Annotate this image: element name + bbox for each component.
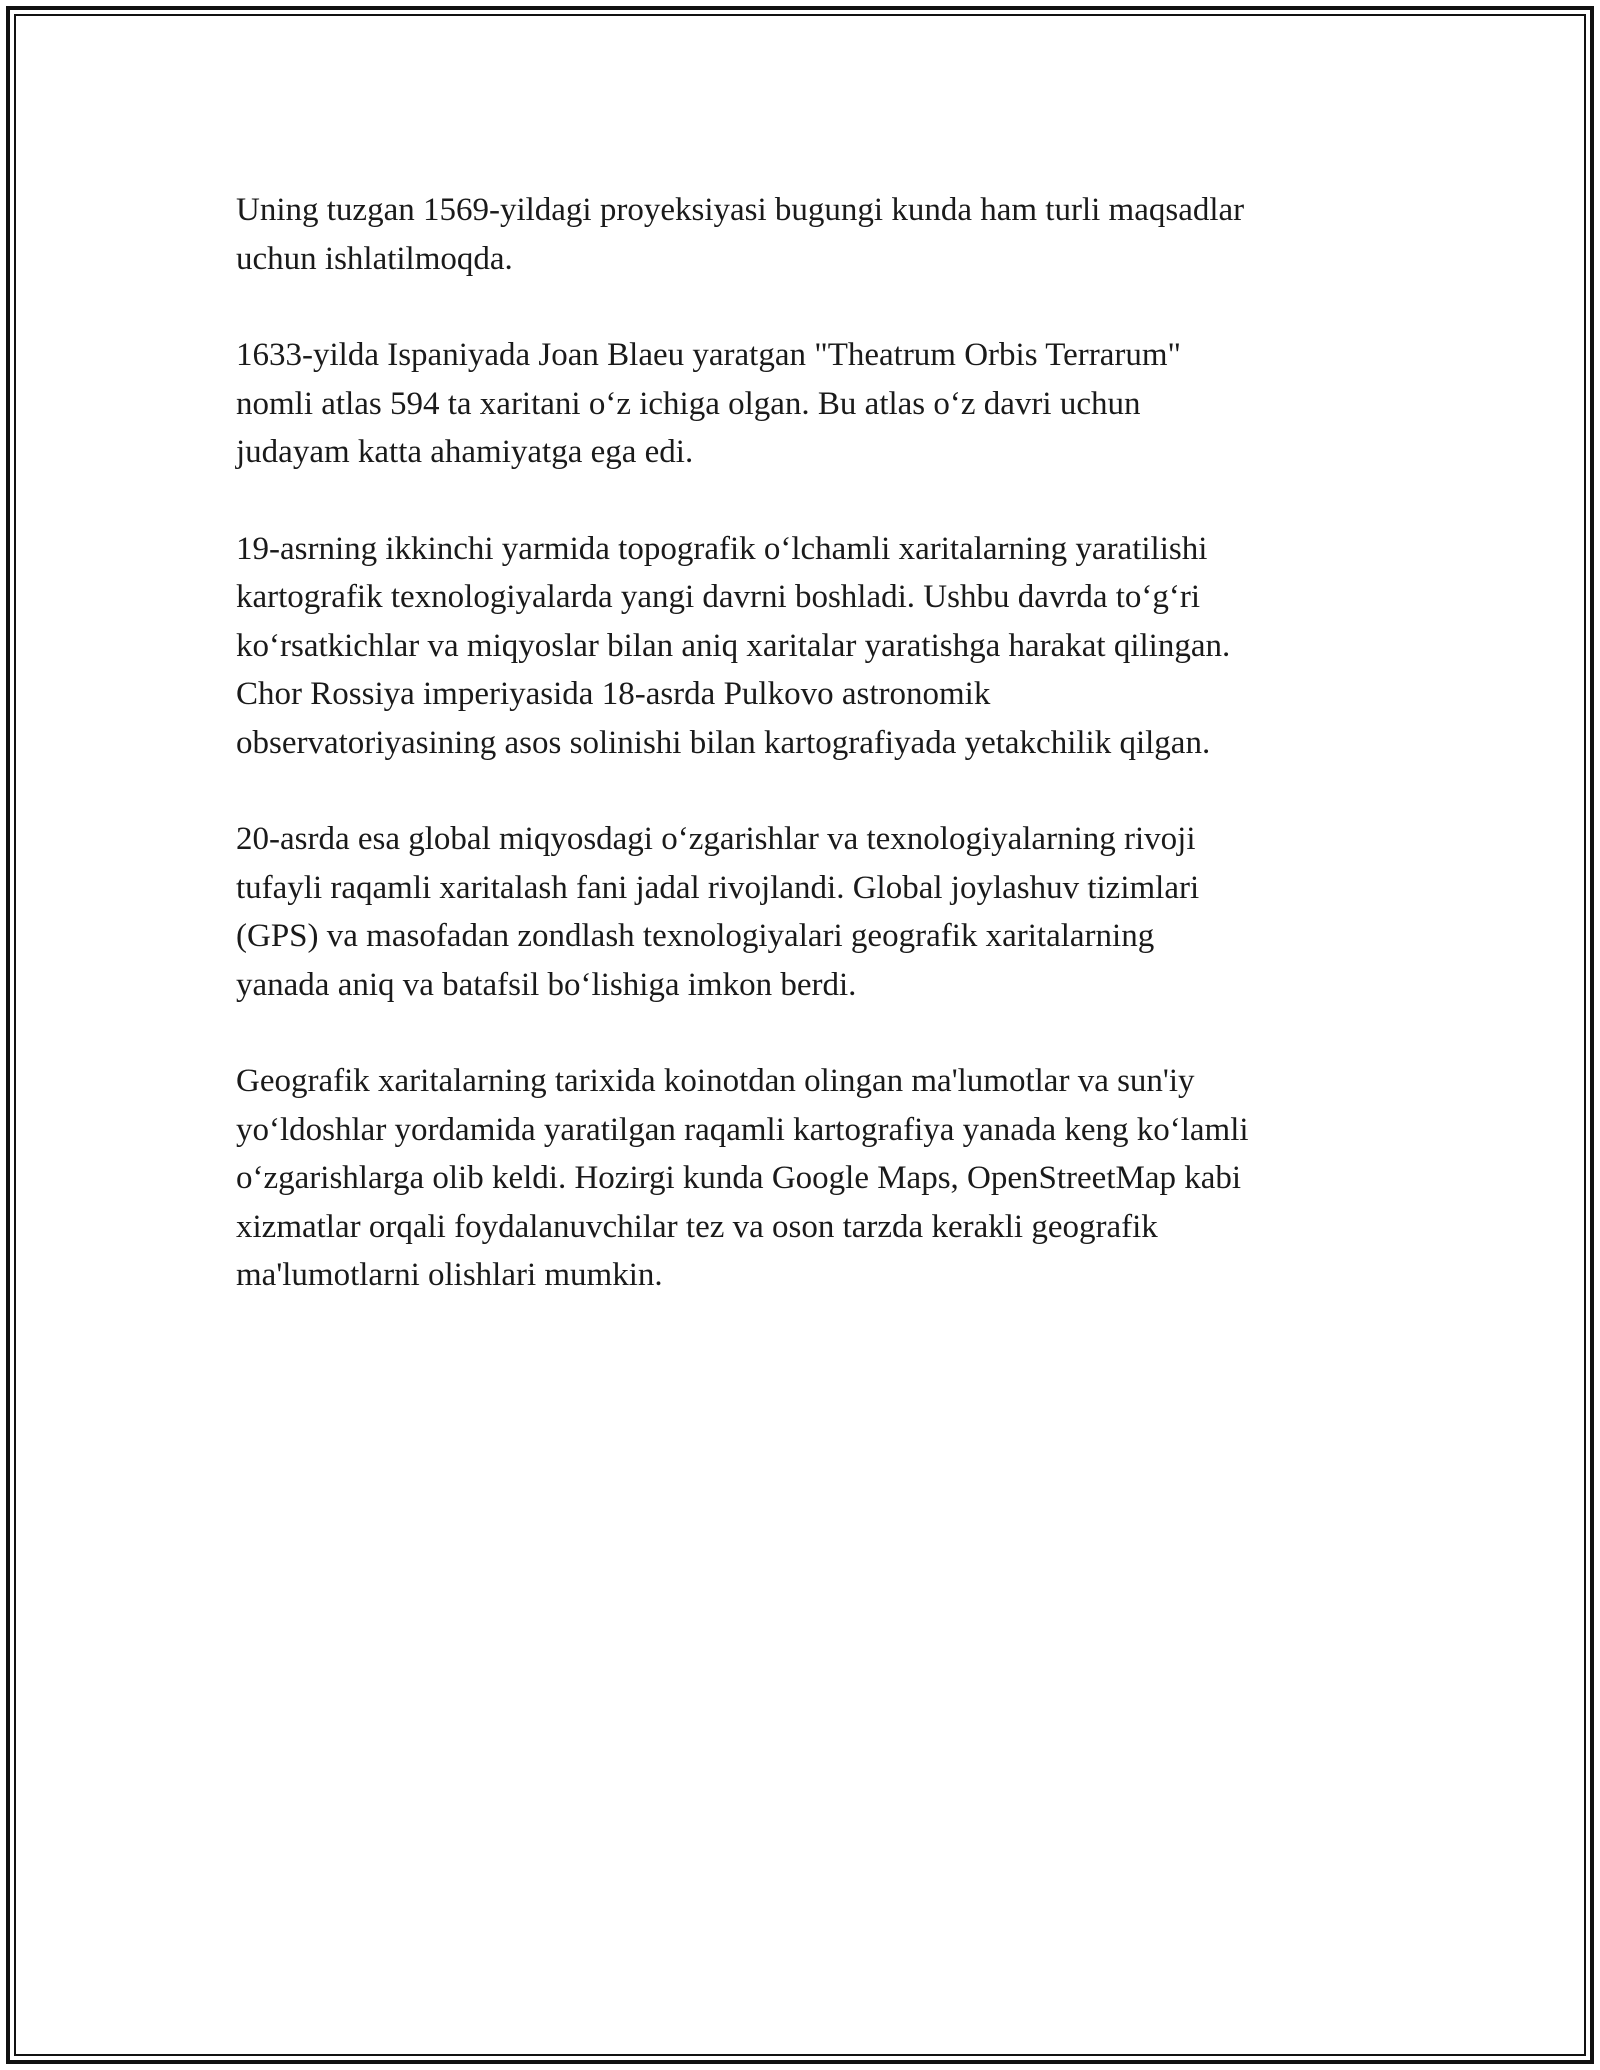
paragraph-2: 1633-yilda Ispaniyada Joan Blaeu yaratgan "Theatrum Orbis Terrarum" nomli atlas 594 ta xaritani o‘z ichiga olgan. Bu atlas o‘z davri uchun judayam katta ahamiyatga ega edi. <box>236 337 1181 470</box>
document-body <box>236 186 1376 1348</box>
paragraph-4: 20-asrda esa global miqyosdagi o‘zgarishlar va texnologiyalarning rivoji tufayli raqamli xaritalash fani jadal rivojlandi. Global joylashuv tizimlari (GPS) va masofadan zondlash texnologiyalari geografik xaritalarning yanada aniq va batafsil bo‘lishiga imkon berdi. <box>236 821 1200 1003</box>
paragraph-1: Uning tuzgan 1569-yildagi proyeksiyasi bugungi kunda ham turli maqsadlar uchun ishlatilmoqda. <box>236 192 1245 277</box>
paragraph-3: 19-asrning ikkinchi yarmida topografik o‘lchamli xaritalarning yaratilishi kartografik texnologiyalarda yangi davrni boshladi. Ushbu davrda to‘g‘ri ko‘rsatkichlar va miqyoslar bilan aniq xaritalar yaratishga harakat qilingan. Chor Rossiya imperiyasida 18-asrda Pulkovo astronomik observatoriyasining asos solinishi bilan kartografiyada yetakchilik qilgan. <box>236 530 1231 761</box>
paragraph-5: Geografik xaritalarning tarixida koinotdan olingan ma'lumotlar va sun'iy yo‘ldoshlar yordamida yaratilgan raqamli kartografiya yanada keng ko‘lamli o‘zgarishlarga olib keldi. Hozirgi kunda Google Maps, OpenStreetMap kabi xizmatlar orqali foydalanuvchilar tez va oson tarzda kerakli geografik ma'lumotlarni olishlari mumkin. <box>236 1063 1249 1293</box>
